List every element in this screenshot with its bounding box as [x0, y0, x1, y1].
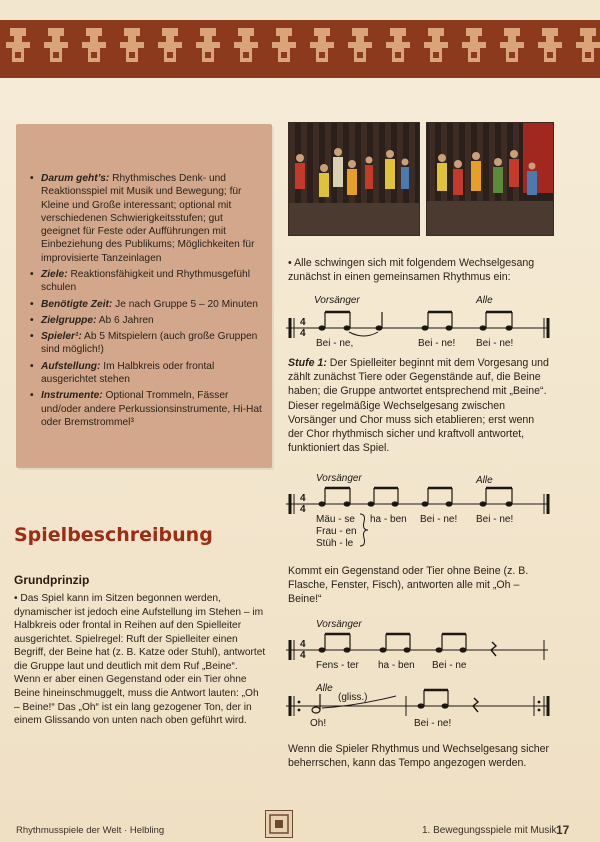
border-motif-icon	[6, 28, 30, 68]
info-item: • Spieler¹: Ab 5 Mitspielern (auch große Gruppen sind möglich!)	[30, 330, 262, 357]
info-item: • Darum geht’s: Rhythmisches Denk- und Reaktionsspiel mit Musik und Bewegung; für Kleine und Große interessant; optional mit verschiedenen Schwierigkeitsstufen; gut geeignet für Feste oder Aufführungen mit Einbeziehung des Publikums; Möglichkeiten für improvisierte Tanzeinlagen	[30, 172, 262, 265]
notation-example-2	[286, 470, 554, 552]
svg-text:4: 4	[300, 503, 306, 515]
info-item: • Instrumente: Optional Trommeln, Fässer und/oder andere Perkussionsinstrumente, Hi-Hat oder Bremstrommel³	[30, 389, 262, 429]
lyric: Bei - ne	[432, 659, 467, 671]
gliss-label: (gliss.)	[338, 691, 368, 703]
info-item: • Benötigte Zeit: Je nach Gruppe 5 – 20 Minuten	[30, 298, 262, 311]
subheading: Grundprinzip	[14, 572, 90, 587]
border-motif-icon	[82, 28, 106, 68]
lyric: Fens - ter	[316, 659, 359, 671]
border-motif-icon	[158, 28, 182, 68]
lyric: Oh!	[310, 717, 327, 729]
svg-text:4: 4	[300, 649, 306, 661]
lyric: Frau - en	[316, 525, 357, 537]
info-list	[30, 172, 262, 432]
svg-text:4: 4	[300, 638, 306, 650]
lyric: ha - ben	[378, 659, 415, 671]
label-alle: Alle	[316, 682, 333, 694]
ohne-beine-text: Kommt ein Gegenstand oder Tier ohne Beine (z. B. Flasche, Fenster, Fisch), antworten alle mit „Oh – Beine!“	[288, 564, 529, 606]
svg-text:4: 4	[300, 316, 306, 328]
notation-example-1	[286, 292, 554, 348]
lyric: Bei - ne!	[476, 337, 514, 348]
svg-text:4: 4	[300, 492, 306, 504]
decorative-border	[0, 20, 600, 78]
footer-publication: Rhythmusspiele der Welt · Helbling	[16, 824, 165, 836]
footer-chapter: 1. Bewegungsspiele mit Musik	[422, 824, 557, 836]
border-motif-icon	[424, 28, 448, 68]
svg-text:4: 4	[300, 327, 306, 339]
label-alle: Alle	[476, 474, 493, 486]
lyric: Bei - ne!	[420, 513, 458, 525]
page-number: 17	[556, 822, 570, 837]
border-motif-icon	[272, 28, 296, 68]
border-motif-icon	[44, 28, 68, 68]
label-vorsaenger: Vorsänger	[314, 294, 360, 306]
footer-logo	[265, 810, 293, 838]
intro-text: • Alle schwingen sich mit folgendem Wechselgesang zunächst in einen gemeinsamen Rhythmus ein:	[288, 256, 535, 284]
section-title: Spielbeschreibung	[14, 523, 213, 546]
border-motif-icon	[234, 28, 258, 68]
border-motif-icon	[310, 28, 334, 68]
label-vorsaenger: Vorsänger	[316, 472, 362, 484]
border-motif-icon	[386, 28, 410, 68]
border-motif-icon	[348, 28, 372, 68]
lyric: Bei - ne!	[476, 513, 514, 525]
photo-children-stage-2	[426, 122, 554, 236]
border-motif-icon	[462, 28, 486, 68]
border-motif-icon	[538, 28, 562, 68]
border-motif-icon	[500, 28, 524, 68]
photo-children-stage-1	[288, 122, 420, 236]
border-motif-icon	[196, 28, 220, 68]
lyric: Bei - ne!	[418, 337, 456, 348]
info-item: • Ziele: Reaktionsfähigkeit und Rhythmusgefühl schulen	[30, 268, 262, 295]
stufe-1-text: Stufe 1: Der Spielleiter beginnt mit dem Vorgesang und zählt zunächst Tiere oder Gegenstände auf, die Beine haben; die Gruppe antwortet entsprechend mit „Beine“. Dieser regelmäßige Wechselgesang zwischen Vorsänger und Chor muss sich etablieren; erst wenn der Chor rhythmisch sicher und kraftvoll antwortet, funktioniert das Spiel.	[288, 356, 549, 455]
lyric: Bei - ne!	[414, 717, 452, 729]
lyric: Mäu - se	[316, 513, 355, 525]
info-item: • Zielgruppe: Ab 6 Jahren	[30, 314, 262, 327]
notation-example-4	[286, 680, 554, 730]
notation-example-3	[286, 616, 554, 672]
label-alle: Alle	[476, 294, 493, 306]
label-vorsaenger: Vorsänger	[316, 618, 362, 630]
border-motif-icon	[576, 28, 600, 68]
lyric: Bei - ne,	[316, 337, 354, 348]
closing-text: Wenn die Spieler Rhythmus und Wechselgesang sicher beherrschen, kann das Tempo angezogen werden.	[288, 742, 550, 770]
border-motif-icon	[120, 28, 144, 68]
info-item: • Aufstellung: Im Halbkreis oder frontal ausgerichtet stehen	[30, 360, 262, 387]
lyric: Stüh - le	[316, 537, 354, 549]
body-text: • Das Spiel kann im Sitzen begonnen werden, dynamischer ist jedoch eine Aufstellung im Stehen – im Halbkreis oder frontal in Reihen auf den Spielleiter ausgerichtet. Spielregel: Ruft der Spielleiter einen Begriff, der Beine hat (z. B. Katze oder Stuhl), antwortet die Gruppe laut und deutlich mit dem Ruf „Beine“. Wenn er aber einen Gegenstand oder ein Tier ohne Beine hineinschmuggelt, muss die Antwort lauten: „Oh – Beine!“ Das „Oh“ ist ein lang gezogener Ton, der in einem Glissando von unten nach oben geführt wird.	[14, 592, 266, 727]
lyric: ha - ben	[370, 513, 407, 525]
